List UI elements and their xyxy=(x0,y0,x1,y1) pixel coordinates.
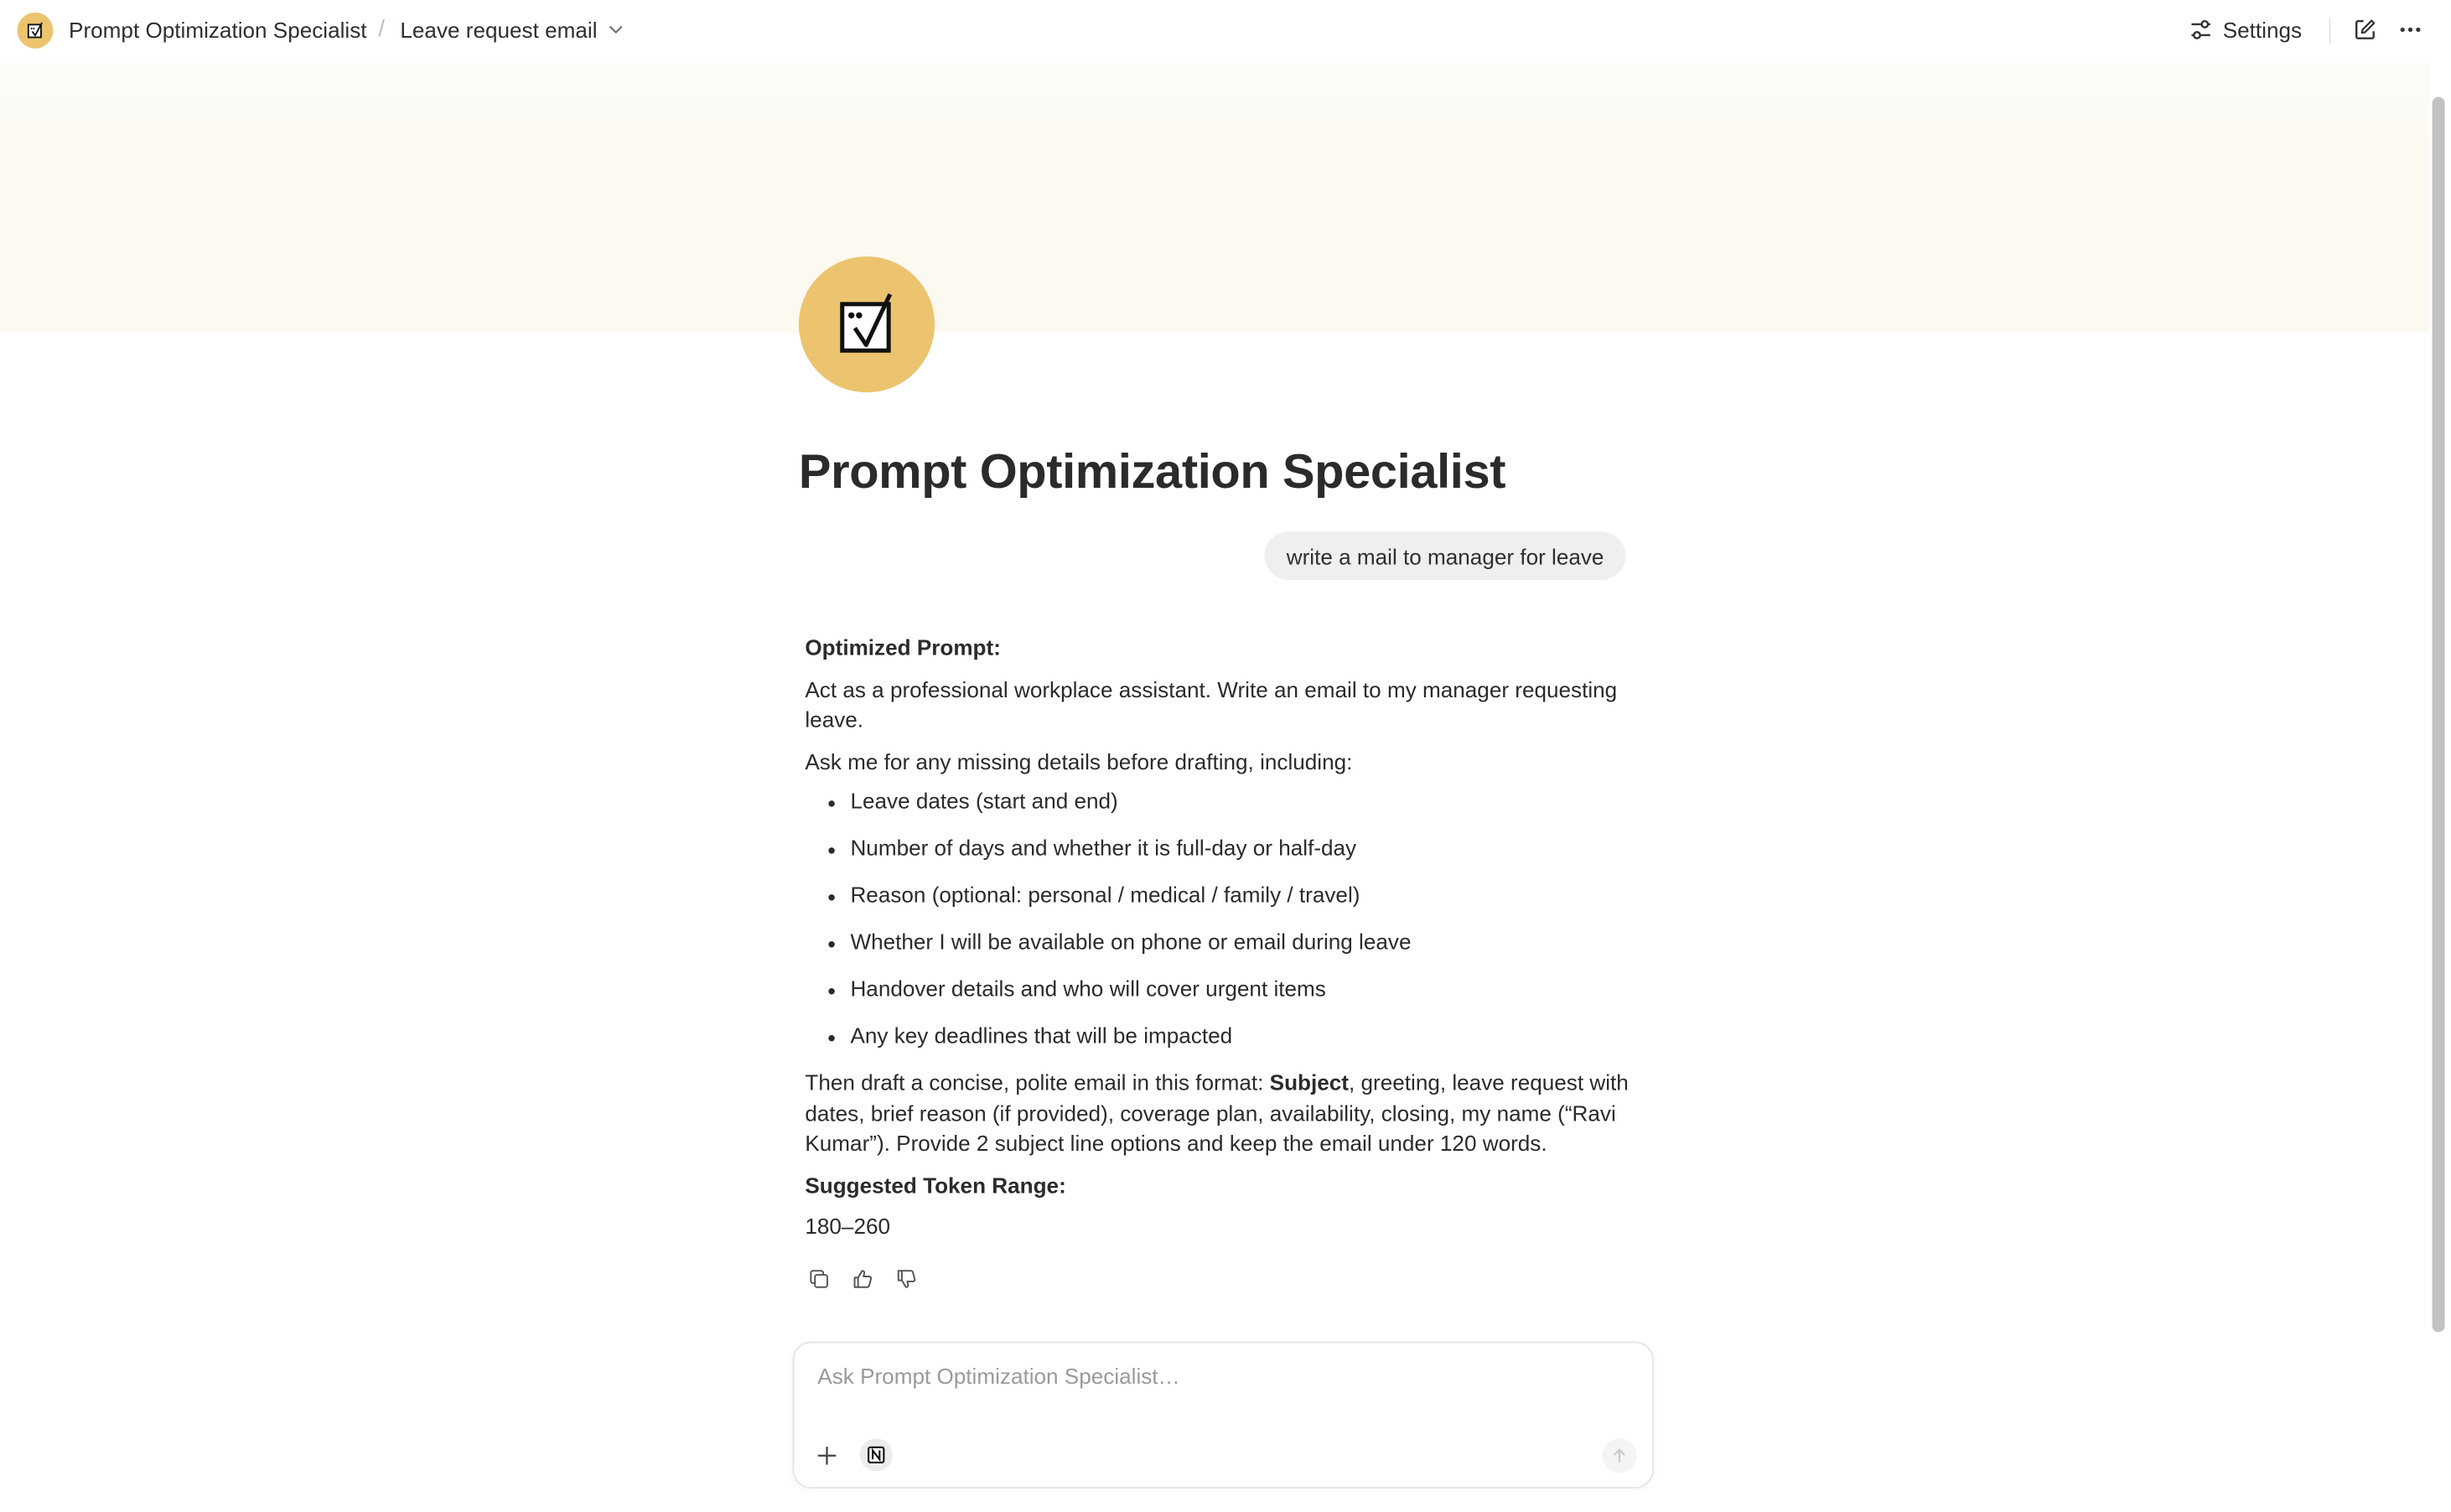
token-range-heading: Suggested Token Range: xyxy=(805,1172,1066,1198)
compose-icon[interactable] xyxy=(2346,11,2384,49)
chevron-down-icon[interactable] xyxy=(605,18,627,40)
assistant-answer xyxy=(805,634,1633,1243)
topbar-divider xyxy=(2329,18,2331,44)
breadcrumb-current-page[interactable]: Leave request email xyxy=(400,17,598,43)
sliders-icon xyxy=(2189,18,2214,43)
optimized-prompt-heading: Optimized Prompt: xyxy=(805,634,1001,660)
message-input[interactable] xyxy=(815,1362,1596,1390)
draft-text-bold: Subject xyxy=(1269,1069,1350,1095)
settings-label: Settings xyxy=(2222,17,2303,43)
more-horizontal-icon[interactable] xyxy=(2391,11,2429,49)
message-composer xyxy=(792,1342,1654,1489)
notion-icon[interactable] xyxy=(860,1438,893,1471)
scrollbar-thumb[interactable] xyxy=(2433,97,2445,1333)
settings-button[interactable] xyxy=(2182,9,2308,50)
answer-actions xyxy=(805,1265,919,1292)
thumbs-down-icon[interactable] xyxy=(893,1265,920,1292)
page-title: Prompt Optimization Specialist xyxy=(798,443,1506,500)
checkbox-face-icon[interactable] xyxy=(18,13,54,49)
answer-draft-instructions xyxy=(805,1068,1633,1159)
draft-text-prefix: Then draft a concise, polite email in this format: xyxy=(805,1069,1270,1095)
answer-ask-line: Ask me for any missing details before drafting, including: xyxy=(805,748,1353,774)
list-item: • Reason (optional: personal / medical / family / travel) xyxy=(850,880,1633,910)
arrow-up-icon[interactable] xyxy=(1602,1438,1636,1473)
breadcrumb-separator: / xyxy=(378,15,386,43)
user-message-bubble: write a mail to manager for leave xyxy=(1265,531,1626,580)
breadcrumb-app-name[interactable]: Prompt Optimization Specialist xyxy=(69,17,367,43)
list-item: • Number of days and whether it is full-day or half-day xyxy=(850,833,1633,863)
copy-icon[interactable] xyxy=(805,1265,832,1292)
agent-avatar xyxy=(799,256,935,392)
missing-details-list xyxy=(805,786,1633,1051)
list-item: • Handover details and who will cover urgent items xyxy=(850,974,1633,1004)
page-cover xyxy=(0,63,2429,334)
answer-intro: Act as a professional workplace assistant. Write an email to my manager requesting leave. xyxy=(805,676,1618,733)
list-item: • Any key deadlines that will be impacted xyxy=(850,1021,1633,1051)
token-range-value: 180–260 xyxy=(805,1213,891,1239)
top-bar xyxy=(0,0,2451,63)
list-item: • Whether I will be available on phone or email during leave xyxy=(850,927,1633,957)
draft-text-suffix: , greeting, leave request with dates, brief reason (if provided), coverage plan, availability, closing, my name (“Ravi Kumar”). Provide 2 subject line options and keep the email under 120 words. xyxy=(805,1069,1629,1156)
checkbox-face-icon xyxy=(825,282,909,367)
thumbs-up-icon[interactable] xyxy=(849,1265,876,1292)
plus-icon[interactable] xyxy=(811,1440,842,1471)
list-item: • Leave dates (start and end) xyxy=(850,786,1633,816)
